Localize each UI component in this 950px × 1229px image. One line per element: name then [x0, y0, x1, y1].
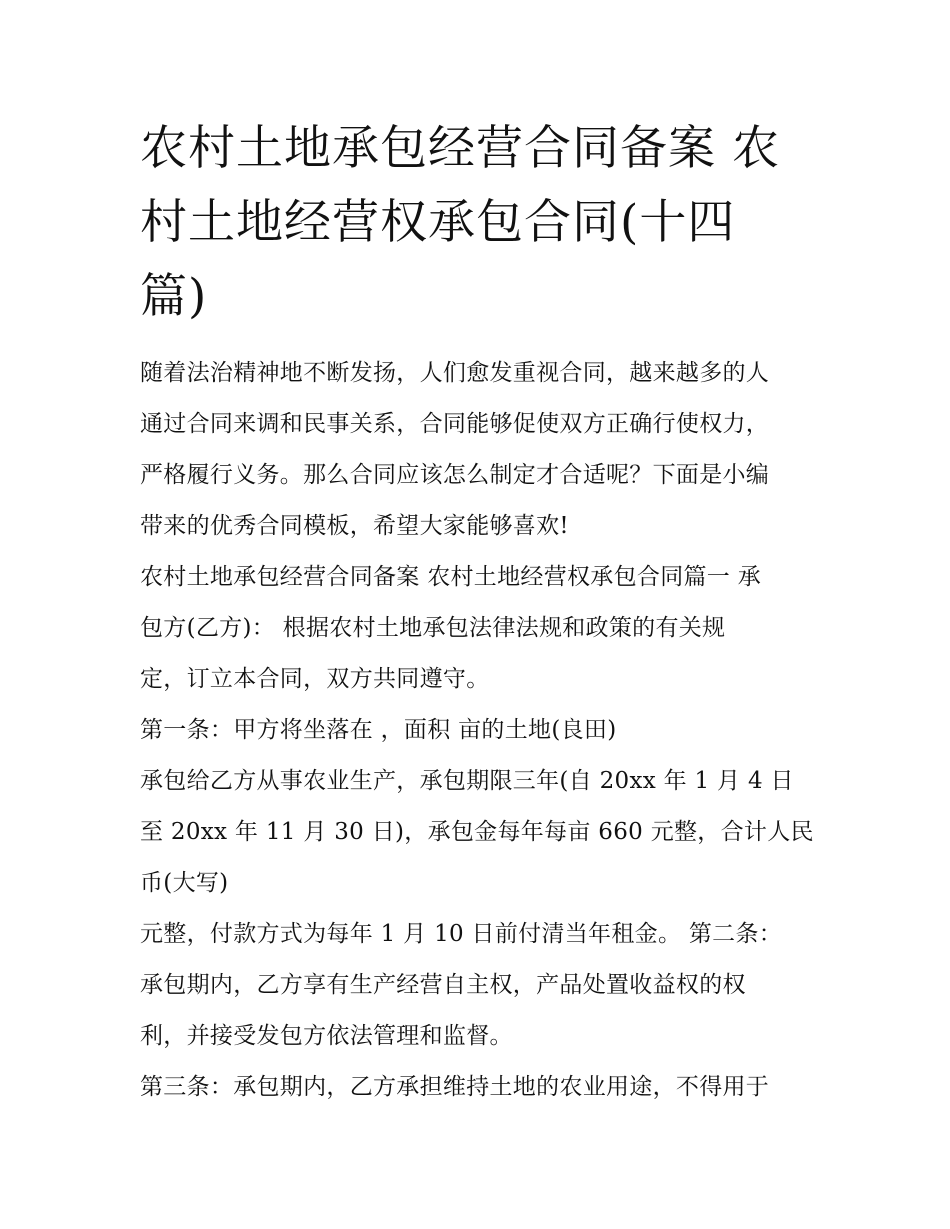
document-body	[140, 348, 820, 1113]
body-line: 带来的优秀合同模板，希望大家能够喜欢!	[140, 513, 569, 539]
document-title	[140, 112, 820, 334]
body-line: 农村土地承包经营合同备案 农村土地经营权承包合同篇一 承	[140, 564, 762, 590]
body-line: 承包期内，乙方享有生产经营自主权，产品处置收益权的权	[140, 972, 746, 998]
body-line: 随着法治精神地不断发扬，人们愈发重视合同，越来越多的人	[140, 360, 770, 386]
body-line: 元整，付款方式为每年 1 月 10 日前付清当年租金。 第二条：	[140, 921, 783, 947]
body-line: 至 20xx 年 11 月 30 日)，承包金每年每亩 660 元整，合计人民	[140, 819, 814, 845]
body-line: 利，并接受发包方依法管理和监督。	[140, 1023, 513, 1049]
title-line: 农村土地承包经营合同备案 农	[140, 121, 780, 176]
body-line: 第一条：甲方将坐落在 ，面积 亩的土地(良田)	[140, 717, 617, 743]
title-line: 村土地经营权承包合同(十四	[140, 195, 736, 250]
body-line: 通过合同来调和民事关系，合同能够促使双方正确行使权力，	[140, 411, 770, 437]
body-line: 承包给乙方从事农业生产，承包期限三年(自 20xx 年 1 月 4 日	[140, 768, 794, 794]
document-page	[140, 112, 820, 1113]
body-line: 包方(乙方)： 根据农村土地承包法律法规和政策的有关规	[140, 615, 726, 641]
title-line: 篇)	[140, 269, 208, 324]
body-line: 第三条：承包期内，乙方承担维持土地的农业用途，不得用于	[140, 1074, 770, 1100]
body-line: 严格履行义务。那么合同应该怎么制定才合适呢？下面是小编	[140, 462, 770, 488]
body-line: 币(大写)	[140, 870, 229, 896]
body-line: 定，订立本合同，双方共同遵守。	[140, 666, 490, 692]
